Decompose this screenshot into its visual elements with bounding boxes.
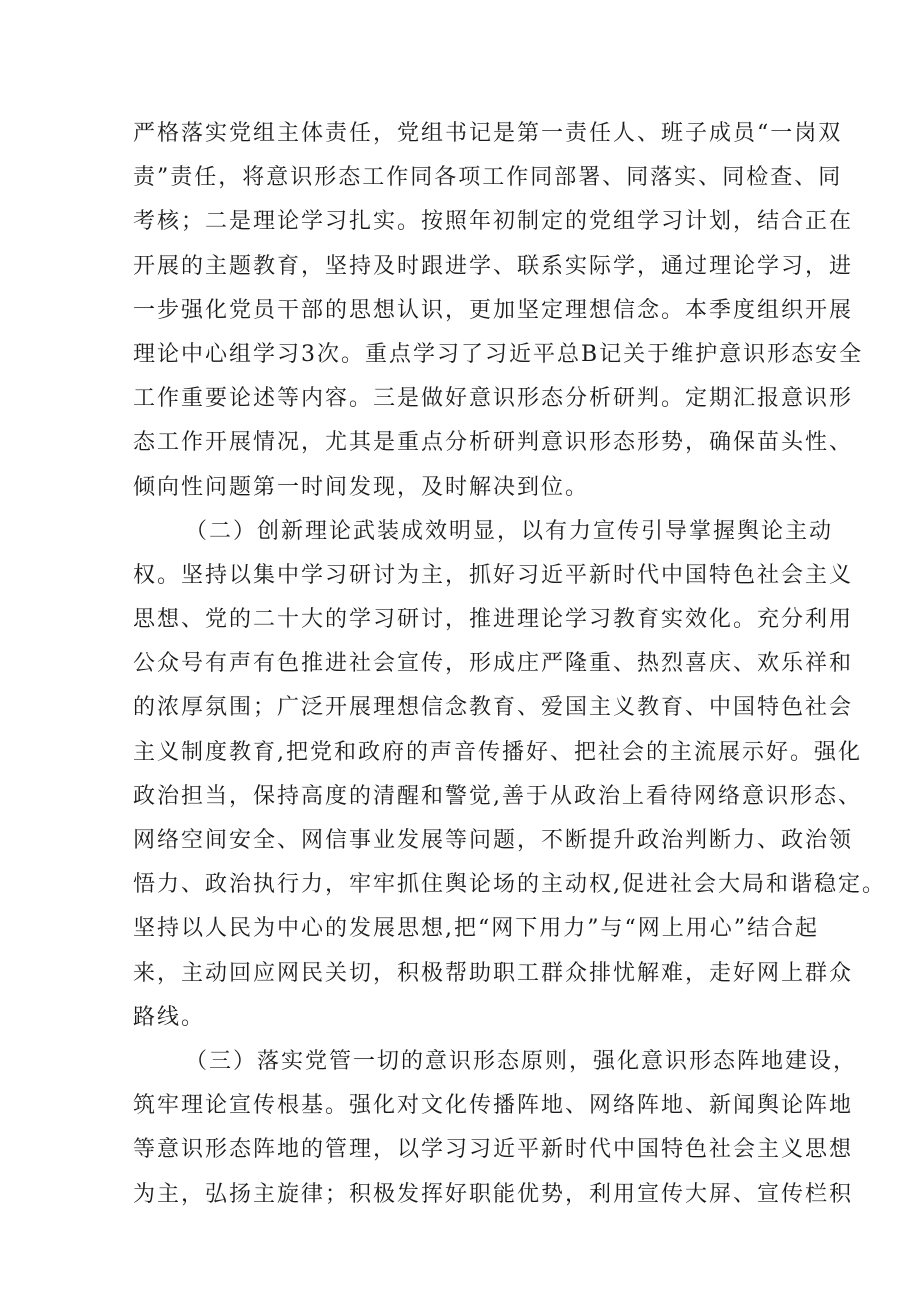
document-page: [133, 112, 886, 1217]
section-heading-line: （二）创新理论武装成效明显，以有力宣传引导掌握舆论主动: [185, 518, 834, 544]
paragraph-continuation: [133, 112, 864, 510]
text-line: 等意识形态阵地的管理，以学习习近平新时代中国特色社会主义思想: [133, 1137, 854, 1163]
text-line: 网络空间安全、网信事业发展等问题，不断提升政治判断力、政治领: [133, 828, 854, 853]
text-line: 倾向性问题第一时间发现，及时解决到位。: [133, 474, 590, 500]
text-line: 筑牢理论宣传根基。强化对文化传播阵地、网络阵地、新闻舆论阵地: [133, 1093, 854, 1119]
text-line: 来，主动回应网民关切，积极帮助职工群众排忧解难，走好网上群众: [133, 960, 854, 986]
text-line: 态工作开展情况，尤其是重点分析研判意识形态形势，确保苗头性、: [133, 430, 854, 456]
paragraph-section-2: [133, 510, 886, 1040]
text-line: 主义制度教育,把党和政府的声音传播好、把社会的主流展示好。强化: [133, 739, 862, 765]
text-line: 工作重要论述等内容。三是做好意识形态分析研判。定期汇报意识形: [133, 386, 854, 412]
text-line: 考核；二是理论学习扎实。按照年初制定的党组学习计划，结合正在: [133, 209, 854, 235]
section-heading-line: （三）落实党管一切的意识形态原则，强化意识形态阵地建设，: [185, 1048, 858, 1074]
paragraph-section-3: [133, 1040, 858, 1217]
text-line: 为主，弘扬主旋律；积极发挥好职能优势，利用宣传大屏、宣传栏积: [133, 1181, 854, 1207]
text-line: 严格落实党组主体责任，党组书记是第一责任人、班子成员“一岗双: [133, 121, 843, 146]
text-line: 权。坚持以集中学习研讨为主，抓好习近平新时代中国特色社会主义: [133, 562, 854, 588]
text-line: 责”责任，将意识形态工作同各项工作同部署、同落实、同检查、同: [133, 165, 843, 191]
text-line: 思想、党的二十大的学习研讨，推进理论学习教育实效化。充分利用: [133, 607, 854, 633]
text-line: 公众号有声有色推进社会宣传，形成庄严隆重、热烈喜庆、欢乐祥和: [133, 651, 854, 677]
text-line: 理论中心组学习3次。重点学习了习近平总B记关于维护意识形态安全: [133, 341, 864, 367]
text-line: 路线。: [133, 1004, 206, 1030]
text-line: 悟力、政治执行力，牢牢抓住舆论场的主动权,促进社会大局和谐稳定。: [133, 872, 886, 898]
text-line: 的浓厚氛围；广泛开展理想信念教育、爱国主义教育、中国特色社会: [133, 695, 854, 721]
text-line: 政治担当，保持高度的清醒和警觉,善于从政治上看待网络意识形态、: [133, 783, 862, 809]
text-line: 开展的主题教育，坚持及时跟进学、联系实际学，通过理论学习，进: [133, 253, 854, 279]
text-line: 坚持以人民为中心的发展思想,把“网下用力”与“网上用心”结合起: [133, 916, 819, 942]
text-line: 一步强化党员干部的思想认识，更加坚定理想信念。本季度组织开展: [133, 297, 854, 323]
